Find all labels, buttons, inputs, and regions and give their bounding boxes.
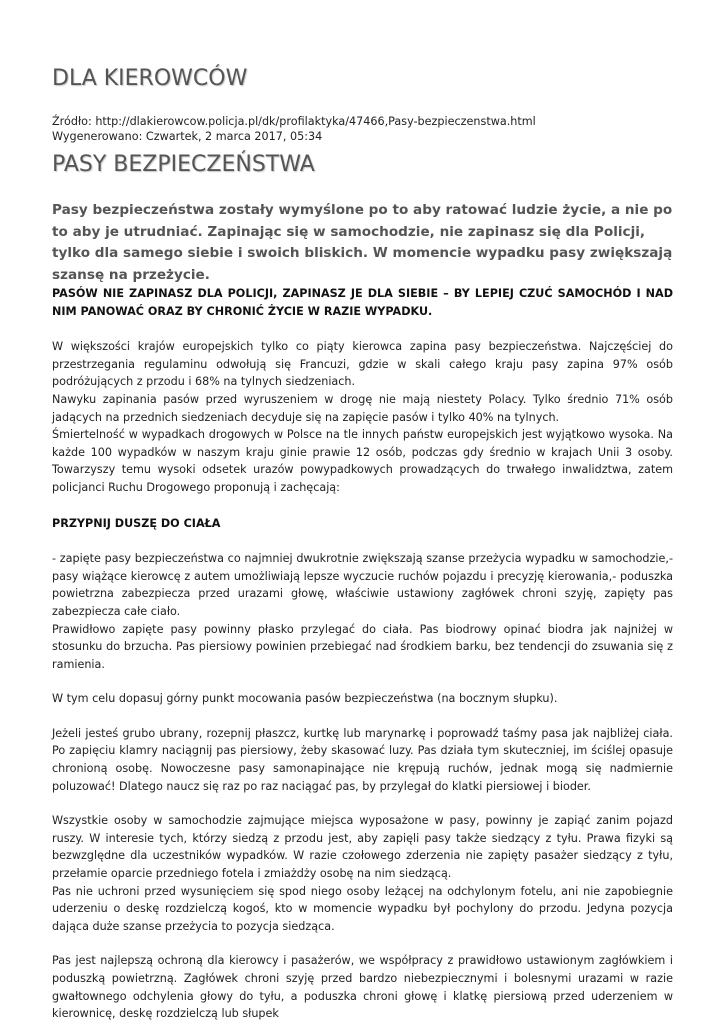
paragraph-3: W tym celu dopasuj górny punkt mocowania pasów bezpieczeństwa (na bocznym słupku).	[52, 692, 558, 706]
article-lead: Pasy bezpieczeństwa zostały wymyślone po to aby ratować ludzie życie, a nie po to aby je utrudniać. Zapinając się w samochodzie, nie zapinasz się dla Policji, tylko dla samego siebie i swoich bliskich. W momencie wypadku pasy zwiększają szansę na przeżycie.	[52, 202, 673, 283]
paragraph-5b: Pas nie uchroni przed wysunięciem się spod niego osoby leżącej na odchylonym fotelu, ani nie zapobiegnie uderzeniu o deskę rozdzielczą kogoś, kto w momencie wypadku był pochylony do przodu. Jedyna pozycja dająca duże szanse przeżycia to pozycja siedząca.	[52, 884, 673, 933]
paragraph-1b: Nawyku zapinania pasów przed wyruszeniem w drogę nie mają niestety Polacy. Tylko średnio 71% osób jadących na przednich siedzeniach decyduje się na zapięcie pasów i tylko 40% na tylnych.	[52, 392, 673, 424]
paragraph-1c: Śmiertelność w wypadkach drogowych w Polsce na tle innych państw europejskich jest wyjątkowo wysoka. Na każde 100 wypadków w naszym kraju ginie prawie 12 osób, podczas gdy średnio w krajach Unii 3 osoby. Towarzyszy temu wysoki odsetek urazów powypadkowych prowadzących do trwałego inwalidztwa, zatem policjanci Ruchu Drogowego proponują i zachęcają:	[52, 428, 673, 494]
source-line: Źródło: http://dlakierowcow.policja.pl/dk/profilaktyka/47466,Pasy-bezpieczenstwa.html	[52, 115, 536, 128]
paragraph-2b: Prawidłowo zapięte pasy powinny płasko przylegać do ciała. Pas biodrowy opinać biodra jak najniżej w stosunku do brzucha. Pas piersiowy powinien przebiegać nad środkiem barku, bez tendencji do zsuwania się z ramienia.	[52, 622, 673, 671]
paragraph-4: Jeżeli jesteś grubo ubrany, rozepnij płaszcz, kurtkę lub marynarkę i poprowadź taśmy pasa jak najbliżej ciała. Po zapięciu klamry naciągnij pas piersiowy, żeby skasować luzy. Pas działa tym skuteczniej, im ściślej opasuje chronioną osobę. Nowoczesne pasy samonapinające nie krępują ruchów, jednak mogą się nadmiernie poluzować! Dlatego naucz się raz po raz naciągać pas, by przylegał do klatki piersiowej i bioder.	[52, 726, 673, 793]
article-body	[52, 285, 673, 1023]
subheading-1: PASÓW NIE ZAPINASZ DLA POLICJI, ZAPINASZ JE DLA SIEBIE – BY LEPIEJ CZUĆ SAMOCHÓD I NAD NIM PANOWAĆ ORAZ BY CHRONIĆ ŻYCIE W RAZIE WYPADKU.	[52, 287, 673, 318]
site-title: DLA KIEROWCÓW	[52, 66, 248, 91]
paragraph-1a: W większości krajów europejskich tylko co piąty kierowca zapina pasy bezpieczeństwa. Najczęściej do przestrzegania regulaminu odwołują się Francuzi, gdzie w skali całego kraju pasy zapina 97% osób podróżujących z przodu i 68% na tylnych siedzeniach.	[52, 340, 673, 389]
paragraph-2a: - zapięte pasy bezpieczeństwa co najmniej dwukrotnie zwiększają szanse przeżycia wypadku w samochodzie,- pasy wiążące kierowcę z autem umożliwiają lepsze wyczucie ruchów pojazdu i precyzję kierowania,- poduszka powietrzna zabezpiecza przed urazami głowę, właściwie ustawiony zagłówek chroni szyję, zapięty pas zabezpiecza całe ciało.	[52, 552, 673, 618]
paragraph-6: Pas jest najlepszą ochroną dla kierowcy i pasażerów, we współpracy z prawidłowo ustawionym zagłówkiem i poduszką powietrzną. Zagłówek chroni szyję przed bardzo niebezpiecznymi i bolesnymi urazami w razie gwałtownego odchylenia głowy do tyłu, a poduszka chroni głowę i klatkę piersiową przed uderzeniem w kierownicę, deskę rozdzielczą lub słupek	[52, 954, 673, 1021]
paragraph-5a: Wszystkie osoby w samochodzie zajmujące miejsca wyposażone w pasy, powinny je zapiąć zanim pojazd ruszy. W interesie tych, którzy siedzą z przodu jest, aby zapięli pasy także siedzący z tyłu. Prawa fizyki są bezwzględne dla uczestników wypadków. W razie czołowego zderzenia nie zapięty pasażer siedzący z tyłu, przełamie oparcie przedniego fotela i zmiażdży osobę na nim siedzącą.	[52, 814, 673, 881]
document-meta	[52, 114, 536, 144]
subheading-2: PRZYPNIJ DUSZĘ DO CIAŁA	[52, 516, 221, 530]
article-title: PASY BEZPIECZEŃSTWA	[52, 152, 315, 177]
generated-line: Wygenerowano: Czwartek, 2 marca 2017, 05:34	[52, 130, 323, 143]
